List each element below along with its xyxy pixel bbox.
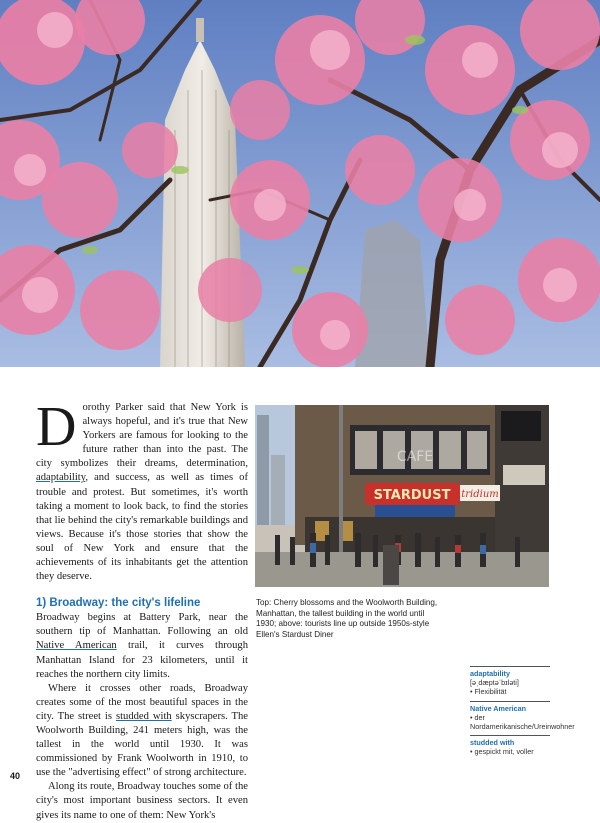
broadway-photo [255, 405, 549, 587]
intro-text: orothy Parker said that New York is always hopeful, and it's true that New Yorkers are famous for looking to the future rather than into the past. The city symbolizes their dreams, determination, [36, 402, 248, 470]
glossary-definition: • der Nordamerikanische/Ureinwohner [470, 712, 575, 732]
tridium-sign: tridium [461, 489, 499, 500]
paragraph-2-text-rest: skyscrapers. The Woolworth Building, 241 meters high, was the tallest in the world until 1930. It was commissioned by Frank Woolworth in 1910, to use the "advertising effect" of strong architecture. [36, 710, 248, 779]
paragraph-1 [36, 611, 248, 681]
article-body [36, 396, 248, 823]
glossary-entry [470, 735, 550, 756]
vocab-studded-with: studded with [115, 710, 172, 722]
stardust-diner-image [255, 405, 549, 587]
glossary-definition: [əˌdæptəˈbɪləti] • Flexibilität [470, 678, 519, 697]
vocab-native-american: Native American [36, 640, 117, 652]
page-number: 40 [10, 771, 21, 781]
glossary-term: studded with [470, 738, 515, 748]
glossary-entry [470, 701, 575, 732]
vocabulary-box [470, 666, 575, 761]
cafe-sign: CAFE [396, 449, 434, 465]
section-heading: 1) Broadway: the city's lifeline [36, 597, 201, 610]
stardust-sign: STARDUST [373, 488, 451, 503]
hero-photo [0, 0, 600, 367]
drop-cap: D [36, 396, 77, 458]
vocab-adaptability: adaptability [36, 472, 86, 484]
cherry-blossom-image [0, 0, 600, 367]
glossary-term: adaptability [470, 669, 510, 678]
intro-paragraph [36, 396, 248, 584]
paragraph-2 [36, 682, 248, 781]
paragraph-1-text-rest: trail, it curves through Manhattan Island for 23 kilometers, until it reaches the northern city limits. [36, 640, 248, 680]
glossary-entry [470, 666, 550, 697]
paragraph-1-text: Broadway begins at Battery Park, near the southern tip of Manhattan. Following an old [36, 612, 248, 638]
glossary-definition: • gespickt mit, voller [470, 747, 534, 757]
paragraph-3: Along its route, Broadway touches some of the city's most important business sectors. It even gives its name to one of them: New York's [36, 781, 248, 821]
photo-caption: Top: Cherry blossoms and the Woolworth Building, Manhattan, the tallest building in the world until 1930; above: tourists line up outside 1950s-style Ellen's Stardust Diner [256, 598, 438, 639]
intro-text-rest: , and success, as well as times of trouble and protest. But sometimes, it's worth taking a moment to look back, to find the stories that lie behind the city's remarkable buildings and views. Because it's those stories that show the soul of New York and ensure that the achievements of its inhabitants get the attention they deserve. [36, 472, 248, 583]
glossary-term: Native American [470, 703, 527, 713]
paragraph-2-text: Where it crosses other roads, Broadway creates some of the most beautiful spaces in the city. The street is [36, 682, 248, 722]
